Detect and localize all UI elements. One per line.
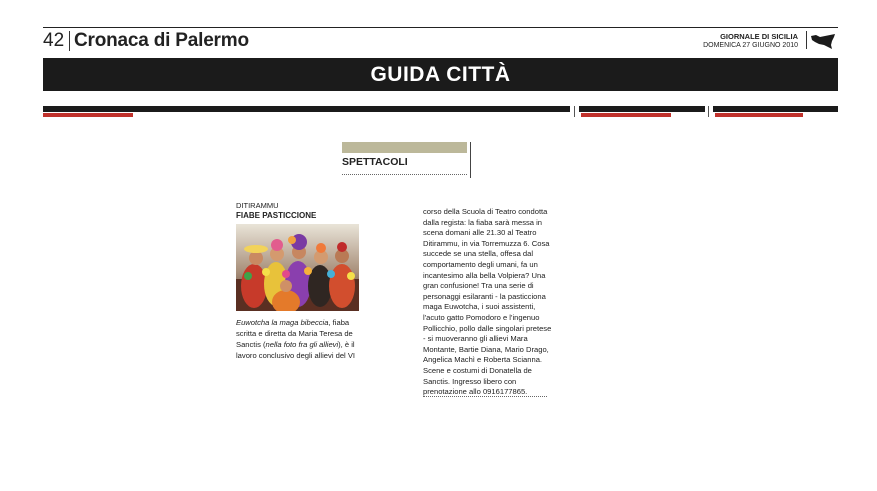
category-divider [470, 142, 471, 178]
section-title: Cronaca di Palermo [74, 30, 249, 51]
page-number: 42 [43, 30, 65, 51]
column-divider [574, 106, 575, 117]
header-divider [69, 31, 70, 51]
column-head-cropped [715, 112, 803, 117]
logo-divider [806, 31, 807, 49]
column-divider [708, 106, 709, 117]
photo-caption [236, 317, 366, 361]
category-label: SPETTACOLI [342, 156, 408, 168]
category-dotted-rule [342, 174, 467, 175]
article-headline: FIABE PASTICCIONE [236, 211, 317, 220]
caption-italic-note: nella foto fra gli allievi [265, 340, 339, 349]
article-dotted-rule [423, 396, 547, 397]
sicily-map-icon [810, 32, 836, 50]
issue-date: DOMENICA 27 GIUGNO 2010 [703, 42, 798, 49]
caption-text: , fiaba scritta e diretta da Maria Teresa de Sanctis ( [236, 318, 353, 349]
article-body: corso della Scuola di Teatro condotta dalla regista: la fiaba sarà messa in scena domani alle 21.30 al Teatro Ditirammu, in via Torremuzza 6. Cosa succede se una stella, offesa dal comportamento degli umani, fa un incantesimo alla bella Volpiera? Una gran confusione! Tra una serie di personaggi esilaranti - la pasticciona maga Euwotcha, i suoi assistenti, l'acuto gatto Pomodoro e l'ingenuo Pollicchio, pollo dalle singolari pretese - si muoveranno gli allievi Mara Montante, Bartie Diana, Mario Drago, Angelica Machì e Roberta Scianna. Scene e costumi di Donatella de Sanctis. Ingresso libero con prenotazione allo 0916177865. [423, 207, 552, 397]
caption-text-end: ), è il lavoro conclusivo degli allievi del VI [236, 340, 356, 360]
newspaper-name: GIORNALE DI SICILIA [720, 32, 798, 41]
banner-title: GUIDA CITTÀ [370, 63, 511, 86]
article-kicker: DITIRAMMU [236, 201, 279, 210]
caption-italic-title: Euwotcha la maga bibeccia [236, 318, 329, 327]
article-photo [236, 224, 359, 311]
column-head-cropped [43, 112, 133, 117]
category-bar [342, 142, 467, 153]
header-rule [43, 27, 838, 28]
column-head-cropped [581, 112, 671, 117]
